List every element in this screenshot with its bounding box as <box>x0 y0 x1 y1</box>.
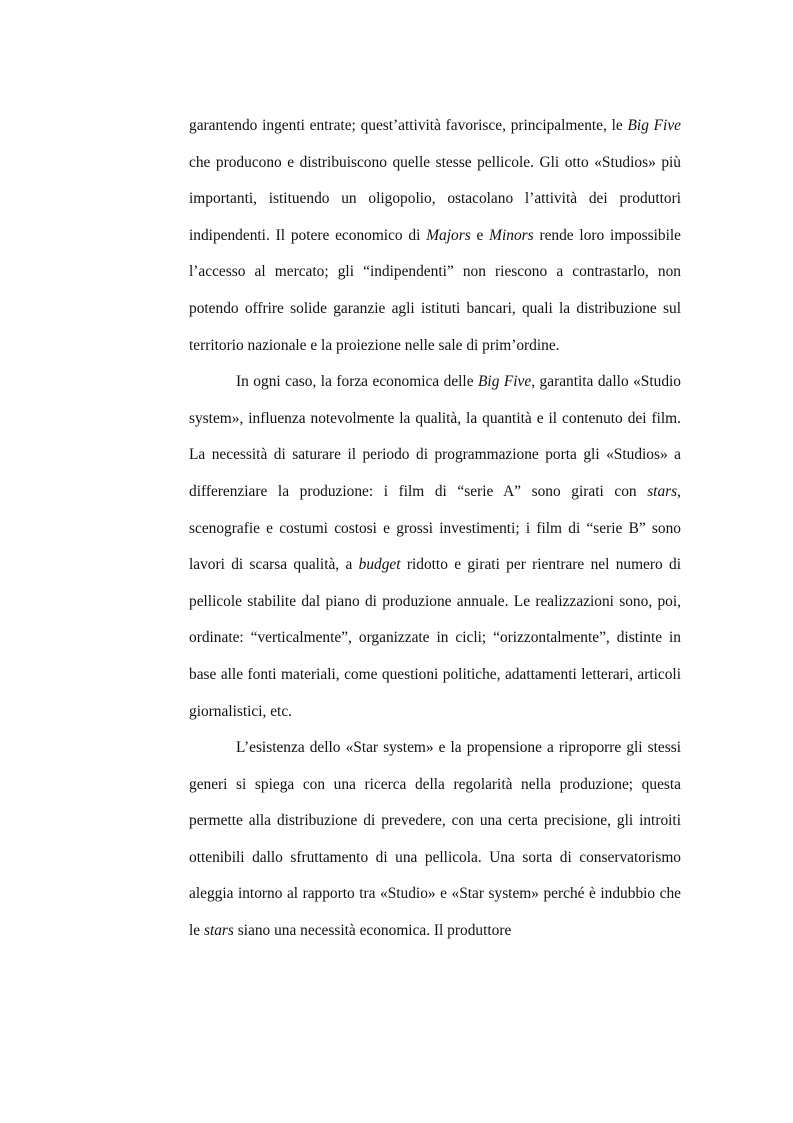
text-run-italic: stars <box>647 482 678 500</box>
text-run: , scenografie e costumi costosi e grossi investimenti; i film di “serie B” sono lavori di scarsa qualità, a <box>189 482 681 574</box>
body-text <box>189 108 681 950</box>
paragraph <box>189 730 681 950</box>
text-run-italic: Big Five <box>478 373 532 391</box>
text-run-italic: Majors <box>426 226 471 244</box>
text-run: garantendo ingenti entrate; quest’attività favorisce, principalmente, le <box>189 117 628 134</box>
text-run: ridotto e girati per rientrare nel numero di pellicole stabilite dal piano di produzione annuale. Le realizzazioni sono, poi, ordinate: “verticalmente”, organizzate in cicli; “orizzontalmente”, distinte in base alle fonti materiali, come questioni politiche, adattamenti letterari, articoli giornalistici, etc. <box>189 556 682 720</box>
text-run-italic: budget <box>358 556 401 574</box>
text-run: In ogni caso, la forza economica delle <box>236 373 479 391</box>
paragraph <box>189 108 681 364</box>
text-run: rende loro impossibile l’accesso al mercato; gli “indipendenti” non riescono a contrastarlo, non potendo offrire solide garanzie agli istituti bancari, quali la distribuzione sul territorio nazionale e la proiezione nelle sale di prim’ordine. <box>189 226 682 354</box>
text-run: e <box>470 226 490 244</box>
text-run: , garantita dallo «Studio system», influenza notevolmente la qualità, la quantità e il contenuto dei film. La necessità di saturare il periodo di programmazione porta gli «Studios» a differenziare la produzione: i film di “serie A” sono girati con <box>189 373 682 500</box>
text-run-italic: Minors <box>489 226 534 244</box>
text-run-italic: Big Five <box>627 117 681 134</box>
text-run: siano una necessità economica. Il produttore <box>233 922 512 940</box>
text-run-italic: stars <box>203 922 234 940</box>
text-run: che producono e distribuiscono quelle stesse pellicole. Gli otto «Studios» più importanti, istituendo un oligopolio, ostacolano l’attività dei produttori indipendenti. Il potere economico di <box>189 153 681 244</box>
paragraph <box>189 364 681 730</box>
text-run: L’esistenza dello «Star system» e la propensione a riproporre gli stessi generi si spiega con una ricerca della regolarità nella produzione; questa permette alla distribuzione di prevedere, con una certa precisione, gli introiti ottenibili dallo sfruttamento di una pellicola. Una sorta di conservatorismo aleggia intorno al rapporto tra «Studio» e «Star system» perché è indubbio che le <box>189 739 681 940</box>
